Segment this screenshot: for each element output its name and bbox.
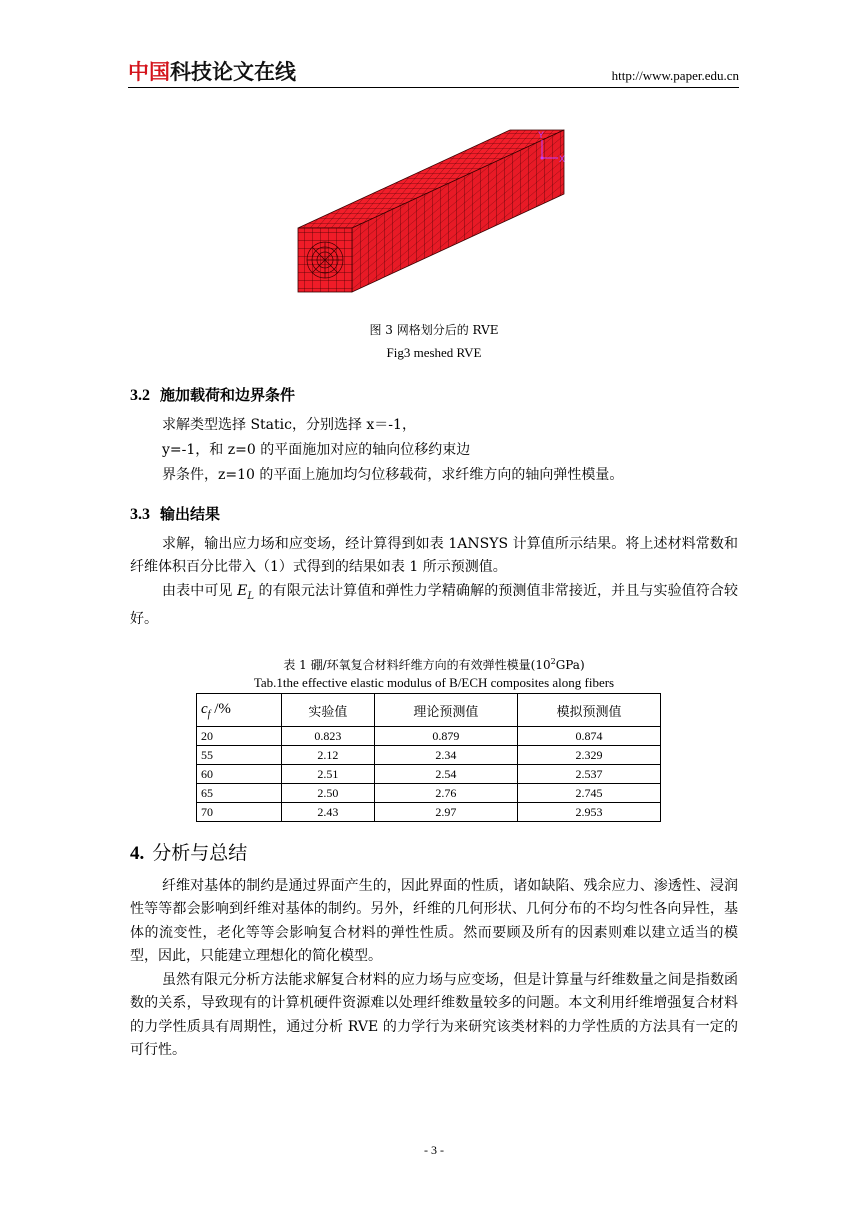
section-title: 输出结果 — [160, 505, 221, 523]
cell-theoretical: 2.97 — [374, 803, 517, 822]
para-text: 的有限元法计算值和弹性力学精确解的预测值非常接近，并且与实验值符合较好。 — [130, 583, 739, 627]
section-3-3-paragraph-2 — [130, 580, 738, 631]
section-number: 3.2 — [130, 387, 150, 404]
table-caption-cn — [0, 656, 868, 673]
section-3-2-line-2: y=-1，和 z=0 的平面施加对应的轴向位移约束边 — [162, 442, 471, 458]
cell-experimental: 2.51 — [282, 765, 375, 784]
header-experimental: 实验值 — [282, 694, 375, 727]
cf-unit: /% — [210, 700, 231, 717]
cf-symbol: c — [201, 700, 208, 717]
table-row — [197, 803, 661, 822]
header-volume-fraction — [197, 694, 282, 727]
header-divider — [128, 87, 739, 88]
table-row — [197, 727, 661, 746]
section-number: 4. — [130, 843, 145, 864]
axis-x-label: X — [559, 154, 566, 164]
cf-subscript: f — [207, 708, 211, 720]
table-row — [197, 784, 661, 803]
cell-simulated: 2.329 — [517, 746, 660, 765]
cell-simulated: 2.745 — [517, 784, 660, 803]
figure-caption-cn: 图 3 网格划分后的 RVE — [369, 323, 499, 337]
modulus-subscript: L — [247, 590, 254, 602]
header-simulated: 模拟预测值 — [517, 694, 660, 727]
section-3-2-line-3: 界条件，z=10 的平面上施加均匀位移载荷，求纤维方向的轴向弹性模量。 — [162, 467, 624, 483]
caption-text: GPa) — [555, 658, 585, 672]
logo-red-text: 中国 — [128, 60, 170, 84]
caption-sup: 2 — [550, 657, 556, 666]
section-4-paragraph-2: 虽然有限元分析方法能求解复合材料的应力场与应变场，但是计算量与纤维数量之间是指数函数的关系，导致现有的计算机硬件资源难以处理纤维数量较多的问题。本文利用纤维增强复合材料的力学性质具有周期性，通过分析 RVE 的力学行为来研究该类材料的力学性质的方法具有一定的可行性。 — [130, 972, 738, 1058]
cell-theoretical: 2.34 — [374, 746, 517, 765]
cell-volume-fraction: 60 — [197, 765, 282, 784]
cell-experimental: 2.12 — [282, 746, 375, 765]
header-theoretical: 理论预测值 — [374, 694, 517, 727]
cell-simulated: 2.537 — [517, 765, 660, 784]
fiber-section — [307, 242, 343, 278]
meshed-rve-figure — [296, 128, 566, 296]
page-number: - 3 - — [424, 1143, 444, 1157]
modulus-symbol: E — [237, 583, 248, 599]
cell-simulated: 2.953 — [517, 803, 660, 822]
figure-caption-en: Fig3 meshed RVE — [386, 345, 482, 360]
cell-theoretical: 2.76 — [374, 784, 517, 803]
para-text: 由表中可见 — [162, 583, 238, 599]
section-4-heading — [130, 838, 247, 865]
section-3-2-line-1: 求解类型选择 Static，分别选择 x＝-1， — [162, 417, 416, 433]
cell-theoretical: 0.879 — [374, 727, 517, 746]
cell-simulated: 0.874 — [517, 727, 660, 746]
table-header-row — [197, 694, 661, 727]
section-3-2-heading — [130, 384, 295, 405]
cell-theoretical: 2.54 — [374, 765, 517, 784]
cell-experimental: 0.823 — [282, 727, 375, 746]
logo-black-text: 科技论文在线 — [170, 60, 296, 84]
section-3-3-paragraph-1: 求解，输出应力场和应变场，经计算得到如表 1ANSYS 计算值所示结果。将上述材料常数和纤维体积百分比带入（1）式得到的结果如表 1 所示预测值。 — [130, 536, 738, 575]
cell-volume-fraction: 70 — [197, 803, 282, 822]
section-title: 施加载荷和边界条件 — [160, 386, 296, 404]
caption-text: 表 1 硼/环氧复合材料纤维方向的有效弹性模量(10 — [283, 658, 551, 672]
cell-experimental: 2.43 — [282, 803, 375, 822]
cell-volume-fraction: 65 — [197, 784, 282, 803]
axis-y-label: Y — [538, 130, 545, 140]
section-number: 3.3 — [130, 506, 150, 523]
table-row — [197, 765, 661, 784]
results-table — [196, 693, 661, 822]
section-4-paragraph-1: 纤维对基体的制约是通过界面产生的，因此界面的性质，诸如缺陷、残余应力、渗透性、浸润性等等都会影响到纤维对基体的制约。另外，纤维的几何形状、几何分布的不均匀性各向异性，基体的流变性，老化等等会影响复合材料的弹性性质。然而要顾及所有的因素则难以建立适当的模型，因此，只能建立理想化的简化模型。 — [130, 878, 738, 964]
header-url[interactable]: http://www.paper.edu.cn — [611, 68, 739, 83]
cell-volume-fraction: 20 — [197, 727, 282, 746]
cell-volume-fraction: 55 — [197, 746, 282, 765]
cell-experimental: 2.50 — [282, 784, 375, 803]
section-title: 分析与总结 — [152, 842, 248, 864]
table-caption-en: Tab.1the effective elastic modulus of B/ECH composites along fibers — [253, 675, 615, 690]
section-3-3-heading — [130, 503, 220, 524]
table-row — [197, 746, 661, 765]
journal-logo — [128, 60, 296, 86]
